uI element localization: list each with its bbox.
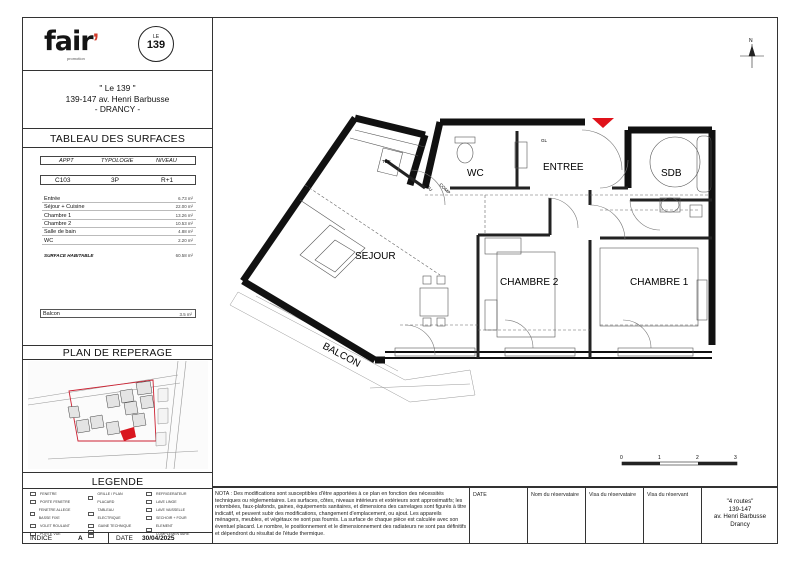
legend-item	[146, 490, 206, 498]
project-line-3: - DRANCY -	[94, 104, 141, 114]
legend-item	[30, 490, 76, 498]
balcon-label: Balcon	[43, 311, 60, 317]
scale-tick-label: 1	[658, 455, 661, 461]
legend-item-label: PORTE FENETRE	[40, 500, 71, 504]
legend-item	[88, 522, 134, 530]
legend-symbol-icon	[30, 492, 36, 496]
legend-symbol-icon	[88, 512, 94, 516]
tag-tbe: TBE	[382, 159, 391, 164]
legend-symbol-icon	[88, 534, 94, 538]
surface-row-label: Salle de bain	[44, 229, 76, 236]
divider	[22, 472, 213, 473]
project-line-2: 139-147 av. Henri Barbusse	[65, 93, 170, 104]
project-line-1: " Le 139 "	[99, 83, 136, 93]
surface-row	[42, 203, 196, 211]
badge-le: LE	[152, 34, 160, 40]
surface-row-value: 2.20 m²	[178, 237, 193, 243]
room-label-wc: WC	[467, 168, 484, 179]
surface-row-value: 22.00 m²	[175, 204, 193, 210]
scale-tick-label: 3	[734, 455, 737, 461]
footer-addr-1: "4 routes"	[726, 498, 754, 505]
footer-address	[702, 498, 778, 528]
legend-item-label: SECHOIR + FOUR	[156, 516, 187, 520]
legend-item-label: FENETRE	[40, 492, 57, 496]
divider	[469, 487, 470, 544]
legend-col-2	[88, 490, 134, 538]
footer-col-date: DATE	[473, 492, 487, 498]
legend-col-3	[146, 490, 206, 538]
tag-comp: COMP	[438, 182, 452, 196]
room-label-balcon: BALCON	[320, 340, 363, 370]
divider	[22, 147, 213, 148]
surfaces-title: TABLEAU DES SURFACES	[49, 133, 186, 145]
scale-bar	[622, 462, 737, 465]
legend-symbol-icon	[30, 512, 35, 516]
legend-item-label: PORTE VUE	[40, 532, 61, 536]
legend-symbol-icon	[146, 508, 152, 512]
footer-addr-2: 139-147	[728, 505, 752, 513]
legend-item	[30, 498, 76, 506]
divider	[22, 70, 213, 71]
legend-item	[88, 490, 134, 506]
legend-item	[146, 514, 206, 522]
divider	[22, 488, 213, 489]
legend-item	[88, 506, 134, 522]
surface-row-value: 4.88 m²	[178, 229, 193, 235]
surface-total-row	[42, 252, 196, 260]
indice-value: A	[78, 535, 83, 542]
legend-title: LEGENDE	[91, 476, 144, 488]
surfaces-table-header	[40, 156, 196, 165]
divider	[22, 532, 213, 533]
footer-col-visa-reservataire: Visa du réservataire	[589, 492, 637, 498]
surface-row	[42, 228, 196, 236]
legend-symbol-icon	[88, 496, 93, 500]
col-typologie: TYPOLOGIE	[101, 158, 134, 164]
legend-symbol-icon	[30, 524, 36, 528]
surface-row-label: Séjour + Cuisine	[44, 204, 85, 211]
room-label-entree: ENTREE	[543, 162, 584, 173]
legend-item-label: GAINE TECHNIQUE	[98, 524, 132, 528]
floor-plan	[213, 18, 777, 486]
logo-mark: ’	[92, 29, 100, 56]
tag-gaine: GL	[541, 138, 548, 143]
brand-logo	[44, 26, 116, 62]
surface-row-value: 6.73 m²	[178, 196, 193, 201]
logo-subtitle: promotion	[67, 56, 85, 61]
val-niveau: R+1	[161, 177, 174, 184]
col-niveau: NIVEAU	[156, 158, 177, 164]
surface-row-label: Chambre 2	[44, 220, 72, 227]
tag-cu: CU	[425, 184, 434, 193]
compass-icon	[740, 44, 764, 68]
legend-symbol-icon	[88, 524, 94, 528]
balcon-row	[40, 309, 196, 318]
room-label-sdb: SDB	[661, 168, 682, 179]
date-value: 30/04/2025	[142, 535, 175, 542]
surfaces-table-values	[40, 175, 196, 185]
date-label: DATE	[116, 535, 133, 542]
legend-item	[30, 522, 76, 530]
col-appt: APPT	[59, 158, 74, 164]
surface-row	[42, 212, 196, 220]
scale-tick-label: 2	[696, 455, 699, 461]
divider	[108, 532, 109, 544]
divider	[22, 345, 213, 346]
divider	[22, 359, 213, 360]
legend-item	[146, 506, 206, 514]
legend-col-1	[30, 490, 76, 538]
room-label-sejour: SEJOUR	[355, 251, 396, 262]
indice-label: INDICE	[30, 535, 53, 542]
surface-row-label: Chambre 1	[44, 212, 72, 219]
legend-item	[30, 506, 76, 522]
surface-row	[42, 220, 196, 228]
scale-tick-label: 0	[620, 455, 623, 461]
legend-item-label: REFRIGERATEUR	[156, 492, 187, 496]
legend-item-label: VOLET ROULANT	[40, 524, 70, 528]
divider	[527, 487, 528, 544]
surface-row	[42, 195, 196, 203]
surface-row-label: Entrée	[44, 196, 61, 202]
footer-col-visa-reservant: Visa du réservant	[647, 492, 689, 498]
project-address	[22, 83, 213, 115]
surface-row	[42, 237, 196, 245]
val-appt: C103	[55, 177, 71, 184]
footer-addr-4: Drancy	[730, 520, 750, 528]
legend-item-label: LAVE LINGE	[156, 500, 177, 504]
badge-number: 139	[146, 39, 166, 51]
legend-item-label: TABLEAU ELECTRIQUE	[97, 508, 121, 520]
legend-symbol-icon	[146, 492, 152, 496]
footer-col-nom: Nom du réservataire	[531, 492, 579, 498]
surface-total-value: 60.58 m²	[175, 253, 193, 258]
footer-addr-3: av. Henri Barbusse	[713, 513, 767, 520]
val-typologie: 3P	[111, 177, 119, 184]
reperage-title: PLAN DE REPERAGE	[62, 347, 173, 359]
legend-symbol-icon	[30, 500, 36, 504]
divider	[643, 487, 644, 544]
surface-row-value: 10.53 m²	[175, 220, 193, 226]
legend-item-label: GRILLE / PLAN PLACARD	[97, 492, 123, 504]
nota-text: NOTA : Des modifications sont susceptibles d'être apportées à ce plan en fonction des nécessités techniques ou réglementaires. Les surfaces, côtes, niveaux intérieurs et extérieurs sont approximatifs; les retombées, faux-plafonds, gaines, équipements sanitaires, et dimensions des carrelages sont figurés à titre indicatif, et peuvent subir des modifications, changement d'emplacement, ou ajout. Les appareils ménagers, meubles, et végétaux ne sont pas fournis. La surface de chaque pièce est calculée avec son éventuel placard. Le nombre, le positionnement et le dimensionnement des radiateurs ne sont pas définitifs et dépendront du résultat de l'étude thermique.	[215, 491, 467, 537]
location-map	[28, 361, 208, 469]
room-label-chambre2: CHAMBRE 2	[500, 277, 559, 288]
entry-arrow	[592, 118, 614, 128]
divider	[22, 128, 213, 129]
surface-row-label: WC	[44, 237, 54, 244]
legend-symbol-icon	[146, 500, 152, 504]
project-badge	[138, 26, 174, 62]
legend-item-label: ELEMENT COMPLEMENTAIRE	[155, 524, 190, 536]
room-label-chambre1: CHAMBRE 1	[630, 277, 689, 288]
divider	[585, 487, 586, 544]
surface-row-value: 13.26 m²	[175, 212, 193, 218]
logo-word: fair	[44, 26, 93, 57]
balcon-value: 3.5 m²	[179, 312, 192, 317]
compass-north: N	[749, 38, 753, 44]
legend-symbol-icon	[146, 516, 152, 520]
legend-item	[146, 498, 206, 506]
surface-total-label: SURFACE HABITABLE	[44, 253, 94, 258]
legend-item-label: FENETRE ALLEGE BASSE FIXE	[38, 508, 71, 520]
legend-item-label: LAVE VAISSELLE	[156, 508, 186, 512]
